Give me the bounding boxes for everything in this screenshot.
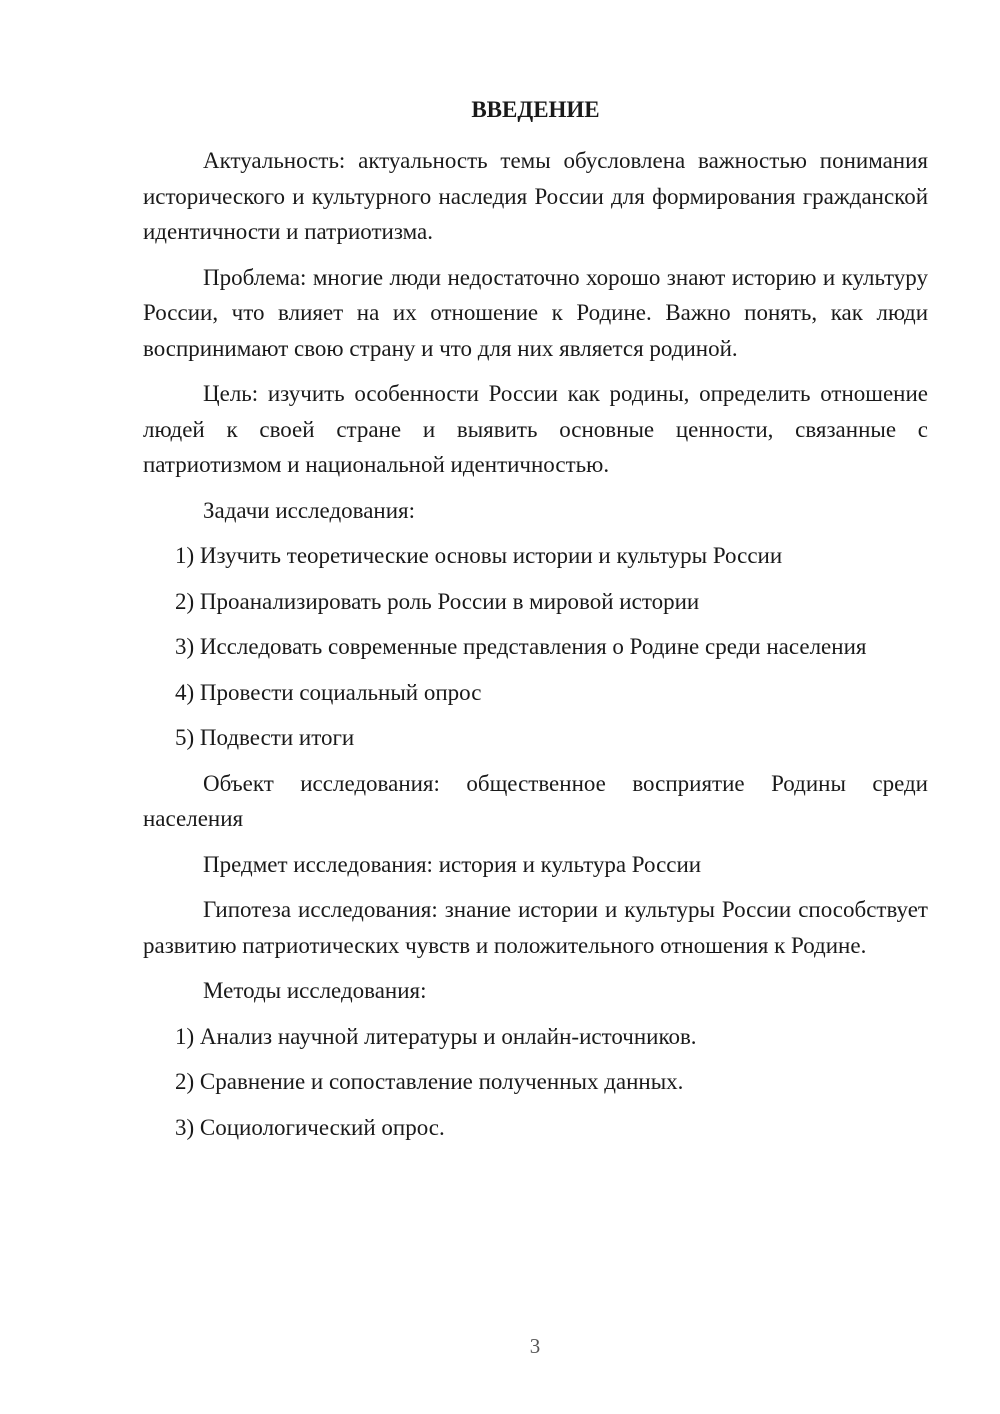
methods-heading: Методы исследования:: [203, 978, 427, 1003]
tasks-heading: Задачи исследования:: [203, 497, 416, 523]
task-item: 5) Подвести итоги: [175, 725, 355, 750]
subject-paragraph: Предмет исследования: история и культура России: [203, 851, 702, 877]
document-page: [143, 95, 928, 1155]
page-number: 3: [529, 1334, 541, 1358]
method-item: 2) Сравнение и сопоставление полученных данных.: [175, 1069, 684, 1094]
method-item: 3) Социологический опрос.: [175, 1114, 445, 1140]
hypothesis-paragraph: Гипотеза исследования: знание истории и культуры России способствует развитию патриотических чувств и положительного отношения к Родине.: [143, 897, 928, 958]
task-item: 1) Изучить теоретические основы истории и культуры России: [175, 543, 783, 568]
problem-paragraph: Проблема: многие люди недостаточно хорошо знают историю и культуру России, что влияет на их отношение к Родине. Важно понять, как люди воспринимают свою страну и что для них является родиной.: [143, 264, 928, 361]
method-item: 1) Анализ научной литературы и онлайн-источников.: [175, 1023, 697, 1049]
task-item: 2) Проанализировать роль России в мировой истории: [175, 588, 700, 614]
task-item: 3) Исследовать современные представления о Родине среди населения: [175, 634, 867, 659]
section-title: ВВЕДЕНИЕ: [471, 97, 600, 122]
task-item: 4) Провести социальный опрос: [175, 679, 482, 705]
relevance-paragraph: Актуальность: актуальность темы обусловлена важностью понимания исторического и культурного наследия России для формирования гражданской идентичности и патриотизма.: [143, 148, 928, 244]
object-paragraph: Объект исследования: общественное восприятие Родины среди населения: [143, 770, 928, 831]
goal-paragraph: Цель: изучить особенности России как родины, определить отношение людей к своей стране и выявить основные ценности, связанные с патриотизмом и национальной идентичностью.: [143, 381, 928, 477]
